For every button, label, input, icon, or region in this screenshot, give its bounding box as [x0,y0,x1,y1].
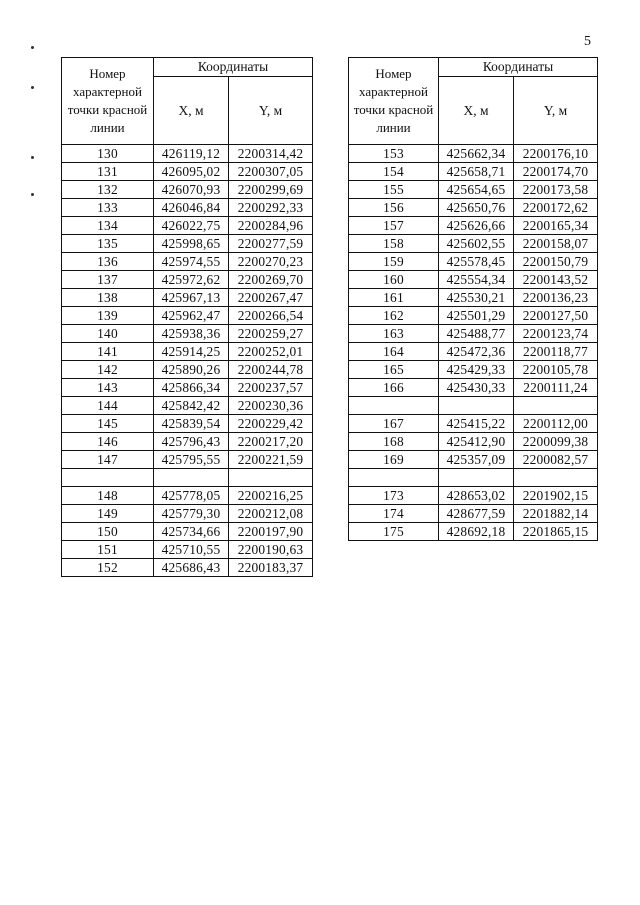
y-coordinate-cell [514,397,598,415]
table-row [62,253,313,271]
y-coordinate-cell: 2200158,07 [514,235,598,253]
y-coordinate-cell: 2200266,54 [229,307,313,325]
table-body-right [349,145,598,541]
scan-dot [31,46,34,49]
point-number-cell: 137 [62,271,154,289]
x-coordinate-cell: 425412,90 [439,433,514,451]
table-row [62,145,313,163]
x-coordinate-cell: 425662,34 [439,145,514,163]
y-coordinate-cell: 2200299,69 [229,181,313,199]
x-coordinate-cell: 425501,29 [439,307,514,325]
y-coordinate-cell [229,469,313,487]
x-coordinate-cell: 425866,34 [154,379,229,397]
table-row [62,343,313,361]
table-row [349,307,598,325]
point-number-cell: 165 [349,361,439,379]
table-row [62,163,313,181]
table-row [62,271,313,289]
point-number-cell: 139 [62,307,154,325]
coordinates-table-left [61,57,313,577]
point-number-cell: 136 [62,253,154,271]
x-coordinate-cell [439,469,514,487]
y-coordinate-cell: 2200123,74 [514,325,598,343]
x-coordinate-cell [154,469,229,487]
header-point-number: Номер характерной точки красной линии [349,58,439,145]
table-row [62,559,313,577]
y-coordinate-cell: 2200105,78 [514,361,598,379]
scan-dot [31,193,34,196]
point-number-cell: 158 [349,235,439,253]
x-coordinate-cell: 425472,36 [439,343,514,361]
point-number-cell: 146 [62,433,154,451]
table-row [349,505,598,523]
x-coordinate-cell: 428692,18 [439,523,514,541]
x-coordinate-cell: 425530,21 [439,289,514,307]
table-row [349,451,598,469]
table-row [62,433,313,451]
x-coordinate-cell: 426022,75 [154,217,229,235]
x-coordinate-cell: 425938,36 [154,325,229,343]
y-coordinate-cell: 2200292,33 [229,199,313,217]
x-coordinate-cell: 425650,76 [439,199,514,217]
point-number-cell: 140 [62,325,154,343]
point-number-cell: 149 [62,505,154,523]
x-coordinate-cell: 425779,30 [154,505,229,523]
x-coordinate-cell: 425658,71 [439,163,514,181]
point-number-cell: 131 [62,163,154,181]
table-row [349,487,598,505]
scan-dot [31,86,34,89]
point-number-cell: 160 [349,271,439,289]
point-number-cell: 141 [62,343,154,361]
y-coordinate-cell: 2200229,42 [229,415,313,433]
y-coordinate-cell: 2201902,15 [514,487,598,505]
table-row [62,181,313,199]
table-row [62,415,313,433]
point-number-cell: 148 [62,487,154,505]
x-coordinate-cell: 425778,05 [154,487,229,505]
point-number-cell: 163 [349,325,439,343]
x-coordinate-cell: 425839,54 [154,415,229,433]
y-coordinate-cell: 2200217,20 [229,433,313,451]
point-number-cell: 142 [62,361,154,379]
table-row [349,181,598,199]
y-coordinate-cell: 2201865,15 [514,523,598,541]
y-coordinate-cell: 2200099,38 [514,433,598,451]
y-coordinate-cell: 2200259,27 [229,325,313,343]
point-number-cell: 152 [62,559,154,577]
x-coordinate-cell: 425554,34 [439,271,514,289]
table-row [349,523,598,541]
x-coordinate-cell: 425686,43 [154,559,229,577]
y-coordinate-cell: 2200174,70 [514,163,598,181]
header-x: X, м [154,77,229,145]
table-row [349,415,598,433]
point-number-cell: 168 [349,433,439,451]
header-y: Y, м [514,77,598,145]
y-coordinate-cell: 2200118,77 [514,343,598,361]
x-coordinate-cell: 425357,09 [439,451,514,469]
y-coordinate-cell: 2200269,70 [229,271,313,289]
point-number-cell: 169 [349,451,439,469]
table-row [349,397,598,415]
y-coordinate-cell: 2200221,59 [229,451,313,469]
point-number-cell: 144 [62,397,154,415]
y-coordinate-cell: 2200212,08 [229,505,313,523]
header-coordinates: Координаты [154,58,313,77]
x-coordinate-cell: 425914,25 [154,343,229,361]
table-row [62,505,313,523]
table-row [349,469,598,487]
y-coordinate-cell: 2200183,37 [229,559,313,577]
y-coordinate-cell: 2200127,50 [514,307,598,325]
x-coordinate-cell: 425602,55 [439,235,514,253]
x-coordinate-cell: 425972,62 [154,271,229,289]
x-coordinate-cell: 425654,65 [439,181,514,199]
x-coordinate-cell [439,397,514,415]
point-number-cell: 173 [349,487,439,505]
x-coordinate-cell: 426119,12 [154,145,229,163]
table-row [62,487,313,505]
x-coordinate-cell: 425734,66 [154,523,229,541]
point-number-cell: 134 [62,217,154,235]
x-coordinate-cell: 425974,55 [154,253,229,271]
point-number-cell: 132 [62,181,154,199]
y-coordinate-cell: 2200190,63 [229,541,313,559]
y-coordinate-cell: 2200150,79 [514,253,598,271]
table-row [62,325,313,343]
y-coordinate-cell: 2200165,34 [514,217,598,235]
y-coordinate-cell: 2200112,00 [514,415,598,433]
x-coordinate-cell: 425430,33 [439,379,514,397]
x-coordinate-cell: 426046,84 [154,199,229,217]
table-row [62,469,313,487]
x-coordinate-cell: 425795,55 [154,451,229,469]
x-coordinate-cell: 425890,26 [154,361,229,379]
y-coordinate-cell: 2200197,90 [229,523,313,541]
y-coordinate-cell: 2200314,42 [229,145,313,163]
table-row [349,271,598,289]
table-row [349,217,598,235]
y-coordinate-cell: 2200267,47 [229,289,313,307]
table-row [62,451,313,469]
coordinates-table-right [348,57,598,541]
y-coordinate-cell: 2200284,96 [229,217,313,235]
point-number-cell: 157 [349,217,439,235]
scan-dot [31,156,34,159]
point-number-cell: 174 [349,505,439,523]
point-number-cell: 151 [62,541,154,559]
table-row [349,145,598,163]
x-coordinate-cell: 425962,47 [154,307,229,325]
x-coordinate-cell: 425796,43 [154,433,229,451]
point-number-cell: 153 [349,145,439,163]
table-row [62,289,313,307]
table-row [349,253,598,271]
point-number-cell: 175 [349,523,439,541]
x-coordinate-cell: 426070,93 [154,181,229,199]
x-coordinate-cell: 425626,66 [439,217,514,235]
page-number: 5 [584,34,591,49]
point-number-cell: 133 [62,199,154,217]
table-row [62,217,313,235]
table-row [349,325,598,343]
x-coordinate-cell: 425998,65 [154,235,229,253]
y-coordinate-cell: 2201882,14 [514,505,598,523]
point-number-cell: 145 [62,415,154,433]
table-row [349,289,598,307]
y-coordinate-cell: 2200172,62 [514,199,598,217]
point-number-cell: 130 [62,145,154,163]
x-coordinate-cell: 425488,77 [439,325,514,343]
point-number-cell: 138 [62,289,154,307]
table-row [62,307,313,325]
table-row [349,163,598,181]
table-row [62,523,313,541]
x-coordinate-cell: 425967,13 [154,289,229,307]
point-number-cell: 143 [62,379,154,397]
table-row [62,199,313,217]
point-number-cell: 147 [62,451,154,469]
point-number-cell: 150 [62,523,154,541]
header-x: X, м [439,77,514,145]
y-coordinate-cell: 2200230,36 [229,397,313,415]
table-row [349,379,598,397]
point-number-cell: 156 [349,199,439,217]
header-y: Y, м [229,77,313,145]
y-coordinate-cell: 2200143,52 [514,271,598,289]
x-coordinate-cell: 428677,59 [439,505,514,523]
y-coordinate-cell: 2200307,05 [229,163,313,181]
y-coordinate-cell: 2200237,57 [229,379,313,397]
y-coordinate-cell: 2200136,23 [514,289,598,307]
point-number-cell [62,469,154,487]
table-row [62,541,313,559]
x-coordinate-cell: 425842,42 [154,397,229,415]
point-number-cell: 161 [349,289,439,307]
x-coordinate-cell: 428653,02 [439,487,514,505]
header-point-number: Номер характерной точки красной линии [62,58,154,145]
y-coordinate-cell: 2200277,59 [229,235,313,253]
point-number-cell [349,397,439,415]
y-coordinate-cell: 2200176,10 [514,145,598,163]
y-coordinate-cell: 2200216,25 [229,487,313,505]
table-row [62,397,313,415]
table-row [62,235,313,253]
table-body-left [62,145,313,577]
x-coordinate-cell: 425578,45 [439,253,514,271]
table-row [349,433,598,451]
x-coordinate-cell: 425429,33 [439,361,514,379]
point-number-cell: 166 [349,379,439,397]
table-row [349,235,598,253]
point-number-cell: 154 [349,163,439,181]
table-row [349,361,598,379]
x-coordinate-cell: 425415,22 [439,415,514,433]
point-number-cell: 162 [349,307,439,325]
point-number-cell: 164 [349,343,439,361]
y-coordinate-cell: 2200244,78 [229,361,313,379]
x-coordinate-cell: 426095,02 [154,163,229,181]
x-coordinate-cell: 425710,55 [154,541,229,559]
header-coordinates: Координаты [439,58,598,77]
table-row [349,199,598,217]
table-row [62,361,313,379]
y-coordinate-cell [514,469,598,487]
point-number-cell [349,469,439,487]
y-coordinate-cell: 2200270,23 [229,253,313,271]
point-number-cell: 135 [62,235,154,253]
point-number-cell: 167 [349,415,439,433]
table-row [349,343,598,361]
y-coordinate-cell: 2200252,01 [229,343,313,361]
y-coordinate-cell: 2200111,24 [514,379,598,397]
y-coordinate-cell: 2200082,57 [514,451,598,469]
y-coordinate-cell: 2200173,58 [514,181,598,199]
table-row [62,379,313,397]
point-number-cell: 155 [349,181,439,199]
point-number-cell: 159 [349,253,439,271]
